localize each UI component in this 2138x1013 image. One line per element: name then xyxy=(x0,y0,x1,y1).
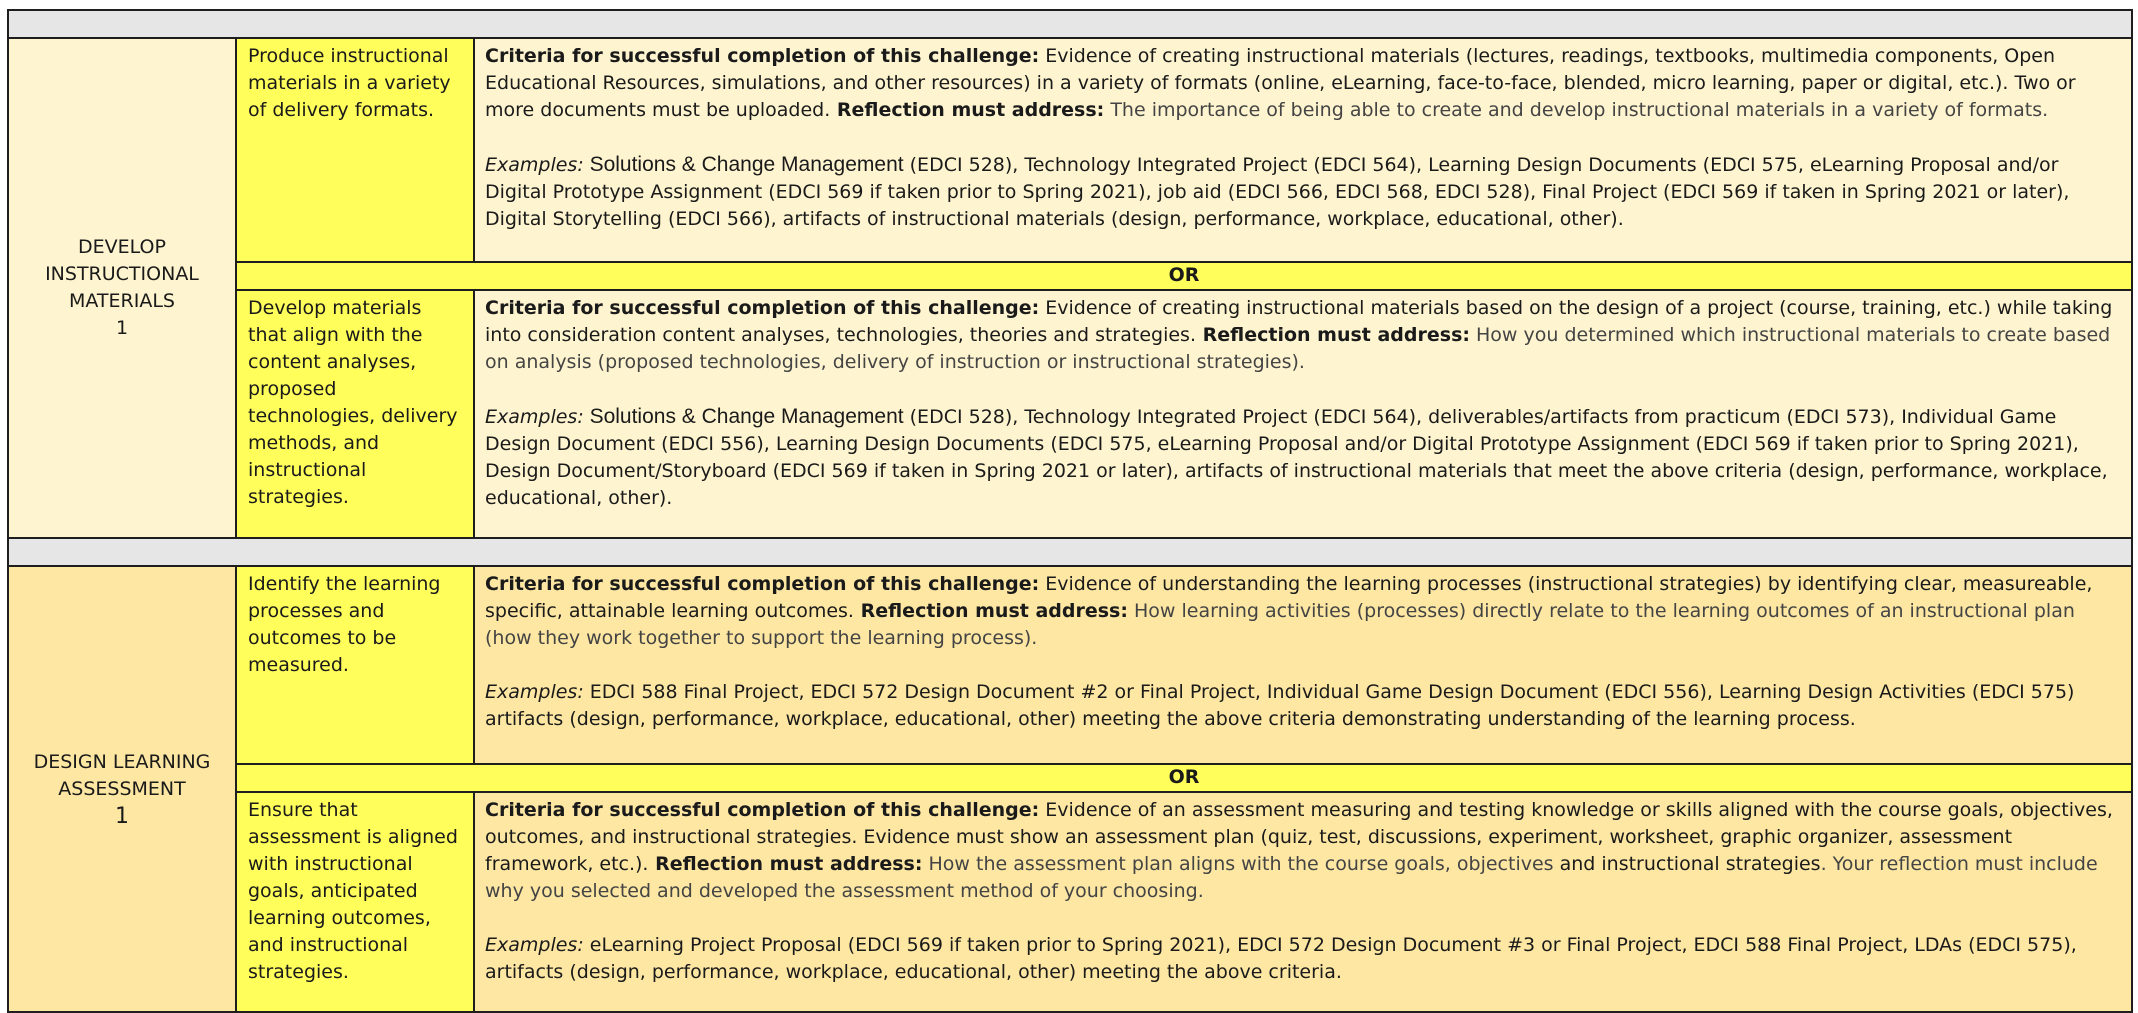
spacer-row xyxy=(8,538,2132,566)
section-develop-row-1 xyxy=(8,38,2132,262)
category-line: INSTRUCTIONAL xyxy=(45,263,199,285)
criteria-text: Evidence of creating instructional materials (lectures, readings, textbooks, multimedia components, Open Educational Resources, simulations, and other resources) in a variety of formats (online, eLearning, face-to-face, blended, micro learning, paper or digital, etc.). Two or more documents must be uploaded. xyxy=(485,45,2076,121)
spacer-cell xyxy=(8,10,2132,38)
category-number: 1 xyxy=(115,803,129,829)
examples-label: Examples: xyxy=(485,154,584,176)
goal-text: Produce instructional materials in a variety of delivery formats. xyxy=(248,45,451,121)
criteria-cell xyxy=(474,792,2132,1012)
examples-lead: Solutions & Change Management xyxy=(583,153,904,176)
examples-text: eLearning Project Proposal (EDCI 569 if taken prior to Spring 2021), EDCI 572 Design Document #3 or Final Project, EDCI 588 Final Project, LDAs (EDCI 575), artifacts (design, performance, workplace, educational, other) meeting the above criteria. xyxy=(485,934,2077,983)
spacer-cell xyxy=(8,538,2132,566)
reflection-text: How the assessment plan aligns with the course goals, objectives xyxy=(922,853,1554,875)
reflection-emphasis: and instructional strategies xyxy=(1553,853,1821,875)
paragraph-gap xyxy=(485,905,2123,932)
reflection-tail: . Your reflection must include why you selected and developed the assessment method of your choosing. xyxy=(485,853,2098,902)
or-separator: OR xyxy=(236,262,2132,290)
spacer-row xyxy=(8,10,2132,38)
reflection-text: How you determined which instructional materials to create based on analysis (proposed technologies, delivery of instruction or instructional strategies). xyxy=(485,324,2111,373)
criteria-cell xyxy=(474,290,2132,538)
goal-cell xyxy=(236,566,474,764)
reflection-text: The importance of being able to create and develop instructional materials in a variety of formats. xyxy=(1104,99,2049,121)
paragraph-gap xyxy=(485,652,2123,679)
or-separator-row xyxy=(8,764,2132,792)
section-develop-row-2 xyxy=(8,290,2132,538)
reflection-label: Reflection must address: xyxy=(853,600,1128,622)
category-line: MATERIALS xyxy=(69,290,175,312)
goal-text: Ensure that assessment is aligned with instructional goals, anticipated learning outcomes, and instructional strategies. xyxy=(248,799,458,983)
category-line: DEVELOP xyxy=(78,236,166,258)
criteria-cell xyxy=(474,566,2132,764)
goal-text: Identify the learning processes and outcomes to be measured. xyxy=(248,573,441,676)
section-assessment-row-1 xyxy=(8,566,2132,764)
goal-text: Develop materials that align with the content analyses, proposed technologies, delivery methods, and instructional strategies. xyxy=(248,297,458,508)
examples-label: Examples: xyxy=(485,406,584,428)
examples-text: EDCI 588 Final Project, EDCI 572 Design Document #2 or Final Project, Individual Game Design Document (EDCI 556), Learning Design Activities (EDCI 575) artifacts (design, performance, workplace, educational, other) meeting the above criteria demonstrating understanding of the learning process. xyxy=(485,681,2075,730)
examples-text: (EDCI 528), Technology Integrated Project (EDCI 564), Learning Design Documents (EDCI 575, eLearning Proposal and/or Digital Prototype Assignment (EDCI 569 if taken prior to Spring 2021), job aid (EDCI 566, EDCI 568, EDCI 528), Final Project (EDCI 569 if taken in Spring 2021 or later), Digital Storytelling (EDCI 566), artifacts of instructional materials (design, performance, workplace, educational, other). xyxy=(485,154,2070,230)
category-line: DESIGN LEARNING xyxy=(33,750,211,773)
criteria-label: Criteria for successful completion of this challenge: xyxy=(485,297,1040,319)
category-line: ASSESSMENT xyxy=(58,777,186,800)
criteria-label: Criteria for successful completion of this challenge: xyxy=(485,799,1040,821)
goal-cell xyxy=(236,290,474,538)
category-number: 1 xyxy=(115,317,129,339)
reflection-label: Reflection must address: xyxy=(1196,324,1470,346)
criteria-label: Criteria for successful completion of this challenge: xyxy=(485,45,1040,67)
examples-label: Examples: xyxy=(485,934,584,956)
criteria-text: Evidence of understanding the learning processes (instructional strategies) by identifying clear, measureable, specific, attainable learning outcomes. xyxy=(485,573,2093,622)
goal-cell xyxy=(236,792,474,1012)
examples-label: Examples: xyxy=(485,681,584,703)
competency-table xyxy=(7,9,2133,1013)
or-separator: OR xyxy=(236,764,2132,792)
reflection-text: How learning activities (processes) directly relate to the learning outcomes of an instructional plan (how they work together to support the learning process). xyxy=(485,600,2075,649)
criteria-cell xyxy=(474,38,2132,262)
category-design-learning-assessment xyxy=(8,566,236,1012)
reflection-label: Reflection must address: xyxy=(648,853,923,875)
examples-text: (EDCI 528), Technology Integrated Project (EDCI 564), deliverables/artifacts from practicum (EDCI 573), Individual Game Design Document (EDCI 556), Learning Design Documents (EDCI 575, eLearning Proposal and/or Digital Prototype Assignment (EDCI 569 if taken prior to Spring 2021), Design Document/Storyboard (EDCI 569 if taken in Spring 2021 or later), artifacts of instructional materials that meet the above criteria (design, performance, workplace, educational, other). xyxy=(485,406,2108,509)
goal-cell xyxy=(236,38,474,262)
paragraph-gap xyxy=(485,124,2123,151)
criteria-text: Evidence of creating instructional materials based on the design of a project (course, training, etc.) while taking into consideration content analyses, technologies, theories and strategies. xyxy=(485,297,2113,346)
criteria-label: Criteria for successful completion of this challenge: xyxy=(485,573,1040,595)
paragraph-gap xyxy=(485,376,2123,403)
criteria-text: Evidence of an assessment measuring and testing knowledge or skills aligned with the course goals, objectives, outcomes, and instructional strategies. Evidence must show an assessment plan (quiz, test, discussions, experiment, worksheet, graphic organizer, assessment framework, etc.). xyxy=(485,799,2113,875)
examples-lead: Solutions & Change Management xyxy=(583,405,904,428)
category-develop-instructional-materials xyxy=(8,38,236,538)
reflection-label: Reflection must address: xyxy=(830,99,1105,121)
or-separator-row xyxy=(8,262,2132,290)
section-assessment-row-2 xyxy=(8,792,2132,1012)
